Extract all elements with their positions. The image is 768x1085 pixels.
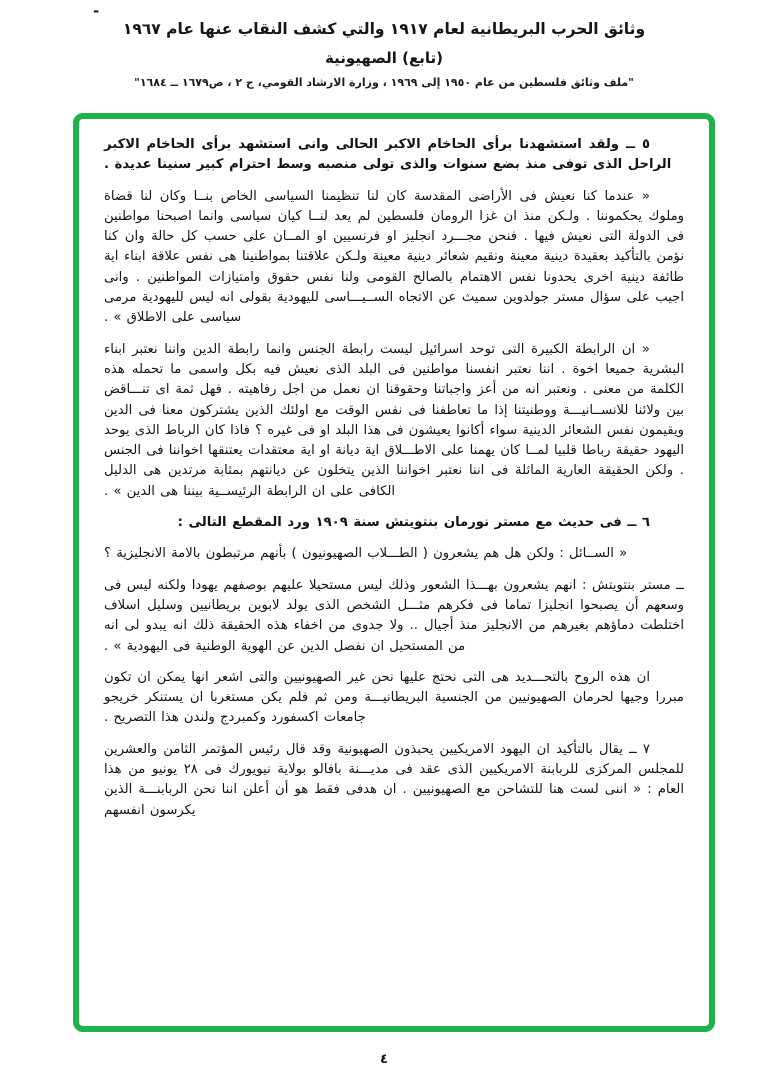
interviewer-question: « الســائل : ولكن هل هم يشعرون ( الطـــلاب الصهيونيون ) بأنهم مرتبطون بالامة الانجليزية ؟ [104,546,628,562]
bentwich-answer: ــ مستر بنتويتش : انهم يشعرون بهـــذا الشعور وذلك ليس مستحيلا عليهم بوصفهم يهودا ولكنه ليس فى وسعهم أن يصبحوا انجليزا تماما فى فكرهم مثـــل الشخص الذى يولد لابوين بريطانيين وسليل اسلاف اختلطت دماؤهم بغيرهم من الانجليز منذ أجيال .. ولا جدوى من اخفاء هذه الحقيقة ذلك انه يبدو لى انه من المستحيل ان نفصل الدين عن الهوية الوطنية فى اليهودية » . [104,577,684,654]
commentary-paragraph: ان هذه الروح بالتحـــديد هى التى نحتج عليها نحن غير الصهيونيين والتى اشعر انها يمكن ان تكون مبررا وجيها لحرمان الصهيونيين من الجنسية البريطانيـــة ومن ثم فلم يكن مستغربا ان يستنكر خريجو جامعات اكسفورد وكمبردج ولندن هذا التصريح . [104,669,684,726]
source-citation: "ملف وثائق فلسطين من عام ١٩٥٠ إلى ١٩٦٩ ، وزارة الارشاد القومي، ج ٢ ، ص١٦٧٩ ــ ١٦٨٤" [134,76,634,89]
scan-artifact-mark: - [93,2,100,20]
quote-paragraph-great-bond: « ان الرابطة الكبيرة التى توحد اسرائيل ليست رابطة الجنس وانما رابطة الدين واننا نعتبر ابناء البشرية جميعا اخوة . اننا نعتبر انفسنا مواطنين فى البلد الذى نعيش فيه بكل واسمى ما تحمله هذه الكلمة من معنى . ونعتبر انه من أعز واجباتنا وحقوقنا ان نعمل من اجل رفاهيته . فهل ثمة اى تنـــاقض بين ولائنا للانســانيـــة ووطنيتنا إذا ما تعاطفنا فى نفس الوقت مع اولئك الذين يشتركون معنا فى الدين ويقيمون نفس الشعائر الدينية سواء أكانوا يعيشون فى هذا البلد او فى غيره ؟ فاذا كان الرباط الذى يوحد اليهود حقيقة رباطا قلبيا لمــا كان يهمنا على الاطـــلاق اية ديانة او اية معتقدات يعتنقها اخواننا فى الجنس . ولكن الحقيقة العارية الماثلة فى اننا نعتبر اخواننا الذين يتخلون عن ديانتهم بمثابة مرتدين هى الدليل الكافى على ان الرابطة الرئيســية بيننا هى الدين » . [104,341,684,499]
document-subtitle: (تابع) الصهيونية [325,49,443,67]
quote-paragraph-holy-land: « عندما كنا نعيش فى الأراضى المقدسة كان لنا تنظيمنا السياسى الخاص بنــا وكان لنا قضاة وملوك يحكموننا . ولـكن منذ ان غزا الرومان فلسطين لم يعد لنــا كيان سياسى وانما اصبحنا مواطنين فى الدولة التى نعيش فيها . فنحن مجـــرد انجليز او فرنسيين او المــان على حسب كل حالة وان كنا نؤمن بالتأكيد بعقيدة دينية معينة ونقيم شعائر دينية معينة ولـكن علاقتنا بمواطنينا هى نفس علاقة ابناء اية طائفة دينية اخرى يحدونا نفس الاهتمام بالصالح القومى ولنا نفس حقوق وامتيازات المواطنين . وانى اجيب على سؤال مستر جولدوين سميث عن الاتجاه الســيـــاسى لليهودية بقولى انه ليس لليهودية مرمى سياسى على الاطلاق » . [104,188,684,326]
section-6-heading: ٦ ــ فى حديث مع مستر نورمان بنتويتش سنة ١٩٠٩ ورد المقطع التالى : [177,515,650,531]
paragraph-item-7: ٧ ــ يقال بالتأكيد ان اليهود الامريكيين يحبذون الصهيونية وقد قال رئيس المؤتمر الثامن والعشرين للمجلس المركزى للربابنة الامريكيين الذى عقد فى مديـــنة بافالو بولاية نيويورك فى ٢٨ يونيو من هذا العام : « اننى لست هنا للتشاحن مع الصهيونيين . ان هدفى فقط هو أن أعلن اننا نحن الربابنـــة الذين يكرسون انفسهم [104,741,684,818]
document-title: وثائق الحرب البريطانية لعام ١٩١٧ والتي كشف النقاب عنها عام ١٩٦٧ [122,20,646,38]
document-header [0,0,768,89]
page-footer [0,1048,768,1067]
paragraph-item-5: ٥ ــ ولقد استشهدنا برأى الحاخام الاكبر الحالى وانى استشهد برأى الحاخام الاكبر الراحل الذى توفى منذ بضع سنوات والذى تولى منصبه وسط احترام كبير سنينا عديدة . [104,137,672,173]
green-highlight-frame [73,113,715,1032]
page-number: ٤ [380,1052,388,1067]
